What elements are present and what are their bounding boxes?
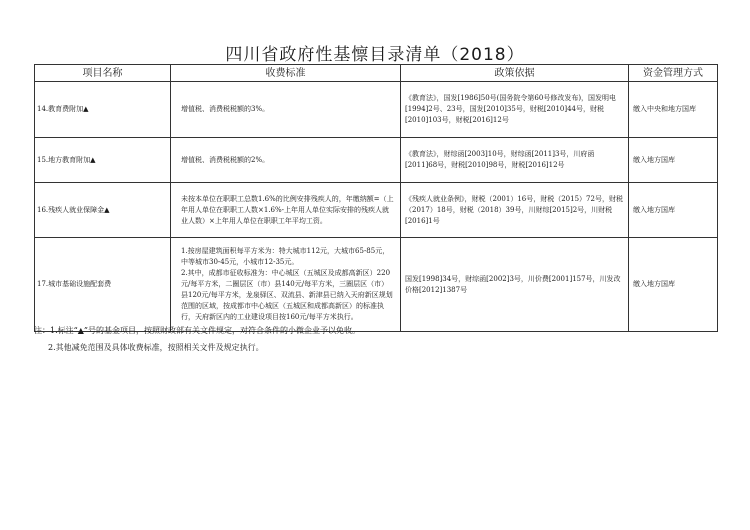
row-management: 缴入地方国库	[629, 183, 718, 238]
row-policy: 国发[1998]34号，财综函[2002]3号，川价费[2001]157号，川发改价格[2012]1387号	[401, 238, 629, 332]
row-name: 15.地方教育附加▲	[35, 138, 171, 183]
row-policy: 《残疾人就业条例》，财税（2001）16号，财税（2015）72号，财税（2017）18号，财税（2018）39号，川财综[2015]2号，川财税[2016]1号	[401, 183, 629, 238]
row-fee: 未按本单位在职职工总数1.6%的比例安排残疾人的，年缴纳额=（上年用人单位在职职工人数×1.6%-上年用人单位实际安排的残疾人就业人数）×上年用人单位在职职工年平均工资。	[171, 183, 401, 238]
row-policy: 《教育法》，国发[1986]50号(国务院令第60号修改发布)，国发明电[1994]2号、23号，国发[2010]35号，财税[2010]44号，财税[2010]103号，财税[2016]12号	[401, 82, 629, 138]
document-title: 四川省政府性基懔目录清单（2018）	[225, 45, 525, 65]
row-fee: 增值税、消费税税额的2%。	[171, 138, 401, 183]
notes	[34, 322, 724, 356]
table-row	[35, 183, 718, 238]
row-name: 14.教育费附加▲	[35, 82, 171, 138]
note-1: 注：1.标注“▲”号的基金项目，按照财政部有关文件规定，对符合条件的小微企业予以免收。	[34, 326, 360, 335]
row-management: 缴入中央和地方国库	[629, 82, 718, 138]
row-name: 17.城市基础设施配套费	[35, 238, 171, 332]
note-2: 2.其他减免范围及具体收费标准，按照相关文件及规定执行。	[48, 343, 264, 352]
table-header-row	[35, 65, 718, 82]
table-row	[35, 138, 718, 183]
table-row	[35, 238, 718, 332]
table-row	[35, 82, 718, 138]
row-fee: 增值税、消费税税额的3%。	[171, 82, 401, 138]
row-fee: 1.按房屋建筑面积每平方米为：特大城市112元，大城市65-85元，中等城市30-45元，小城市12-35元。 2.其中，成都市征收标准为：中心城区（五城区及成都高新区）220元/每平方米，二圈层区（市）县140元/每平方米，三圈层区（市）县120元/每平方米，龙泉驿区、双流县、新津县已纳入天府新区规划范围的区域，按成都市中心城区（五城区和成都高新区）的标准执行，天府新区内的工业建设项目按160元/每平方米执行。	[171, 238, 401, 332]
header-policy-basis: 政策依据	[401, 65, 629, 82]
row-management: 缴入地方国库	[629, 138, 718, 183]
row-management: 缴入地方国库	[629, 238, 718, 332]
row-name: 16.残疾人就业保障金▲	[35, 183, 171, 238]
row-policy: 《教育法》，财综函[2003]10号，财综函[2011]3号，川府函[2011]68号，财税[2010]98号，财税[2016]12号	[401, 138, 629, 183]
header-fund-management: 资金管理方式	[629, 65, 718, 82]
header-fee-standard: 收费标准	[171, 65, 401, 82]
fund-table	[34, 64, 718, 332]
header-project-name: 项目名称	[35, 65, 171, 82]
